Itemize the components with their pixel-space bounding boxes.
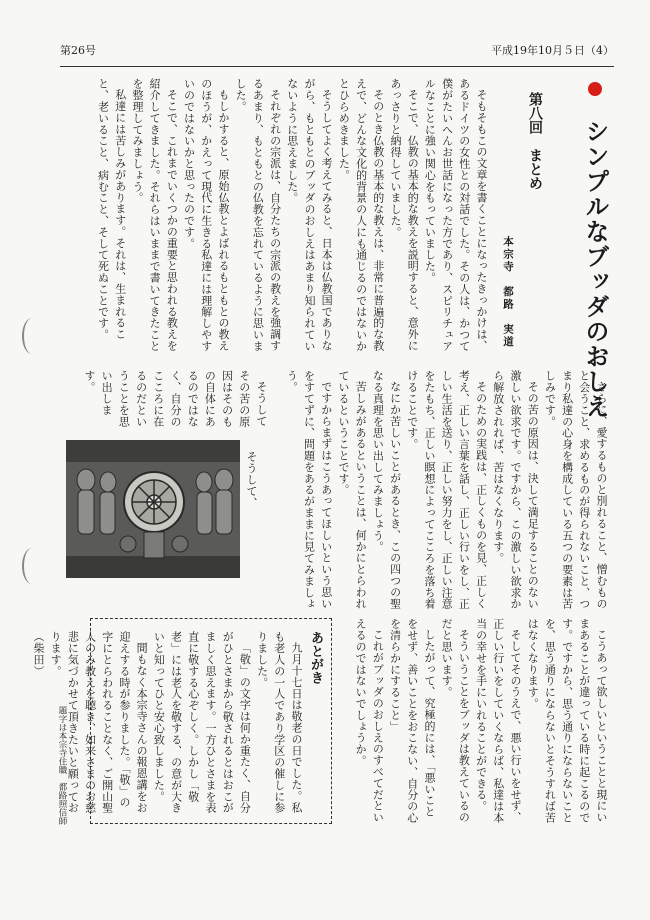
bottom-body-text	[352, 618, 610, 828]
paragraph: 私達には苦しみがあります。それは、生まれること、老いること、病むこと、そして死ぬことです。	[96, 78, 127, 341]
paragraph: そこで、仏教の基本的な教えを説明すると、意外にあっさりと納得していました。	[388, 78, 420, 352]
afterword-title: あとがき	[308, 631, 323, 685]
title-calligraphy-credit: 題字は本宗寺住職 都路照信師	[57, 706, 67, 825]
paragraph: それぞれの宗派は、自分たちの宗派の教えを強調するあまり、もともとの仏教を忘れているように思いました。	[234, 78, 282, 352]
paragraph: これがブッダのおしえのすべてだといえるのではないでしょうか。	[354, 618, 385, 823]
paragraph: ですからまずはこうあってほしいという思いをすてずに、問題をあるがままに見てみましょう。	[285, 370, 333, 610]
paragraph: 間もなく本宗寺さんの報恩講をお迎えする時が参りました。「敬」の字にとらわれることなく、ご開山聖人のみ教えを聴き、如来さまのお慈悲に気づかせて頂きたいと願っております。	[49, 631, 149, 814]
paragraph: そこで、これまでいくつかの重要と思われる教えを紹介してきました。それらはいままで書いてきたことを整理してみましょう。	[130, 78, 179, 352]
dharma-wheel-relief-image	[66, 440, 240, 578]
paragraph: そのための実践は、正しくものを見、正しく考え、正しい言葉を話し、正しい行いをし、正しい生活を送り、正しい努力をし、正しい注意をたもち、正しい瞑想によってこころを落ち着けることです。	[405, 370, 488, 610]
upper-body-text	[94, 78, 490, 358]
lower-left-text	[81, 370, 270, 434]
paragraph: 苦しみがあるということは、何かにとらわれているということです。	[336, 370, 368, 609]
paragraph: その苦の原因は、決して満足することのない激しい欲求です。ですから、この激しい欲求から解放されれば、苦はなくなります。	[491, 370, 540, 610]
header-rule	[60, 66, 614, 67]
title-text: シンプルなブッダのおしえ	[581, 119, 609, 419]
afterword-content	[30, 631, 325, 815]
page-header	[60, 36, 614, 62]
paragraph: そもそもこの文章を書くことになったきっかけは、あるドイツの女性との対話でした。その人は、かつて僕がたいへんお世話になった方であり、スピリチュアルなことに強い関心をもっていました。	[423, 78, 488, 352]
afterword-signature: （柴田）	[31, 631, 45, 677]
punch-hole-mark	[22, 318, 42, 354]
paragraph: さらに、愛するものと別れること、憎むものと会うこと、求めるものが得られないこと、つまり私達の心身を構成している五つの要素は苦しみです。	[543, 370, 608, 610]
paragraph: そうしてその苦の原因はそのもの自体にあるのではなく、自分のこころに在るのだということを思い出します。	[82, 370, 268, 427]
article-subtitle: 第八回 まとめ	[527, 92, 543, 190]
article-author: 本宗寺 都路 実道	[502, 236, 514, 349]
paragraph: そのとき仏教の基本的な教えは、非常に普遍的な教えで、どんな文化的背景の人にも通じるのではないかとひらめきました。	[337, 78, 385, 352]
issue-date: 平成19年10月５日（4）	[491, 44, 614, 57]
punch-hole-mark	[22, 548, 42, 584]
paragraph: そうしてよく考えてみると、日本は仏教国でありながら、もともとのブッダのおしえはあまり知られていないように思えました。	[285, 78, 334, 352]
paragraph: そうして、	[245, 451, 258, 508]
paragraph: そういうことをブッダは教えているのだと思います。	[440, 618, 471, 823]
paragraph: そしてそのうえで、悪い行いをせず、正しい行いをしていくならば、私達は本当の幸せを手にいれることができる。	[474, 618, 522, 824]
paragraph: 「敬」の文字は何か重たく、自分がひとさまから敬されるとはおこがましく思えます。一方ひとさまを表直に敬する心ぞしく。しかし「敬老」には老人を敬する、の意が大きいと知ってひと安心致しました。	[152, 631, 252, 814]
paragraph: 九月十七日は敬老の日でした。私も老人の一人であり学区の催しに参りました。	[255, 631, 303, 814]
dharma-wheel-icon	[124, 472, 184, 532]
lower-body-text	[283, 370, 610, 610]
paragraph: したがって、究極的には、「悪いことをせず、善いことをおこない、自分の心を清らかにすること」	[388, 618, 436, 824]
paragraph: こうあって欲しいということと現にいまあることが違っている時に起こるのです。ですから、思う通りにならないことを、思う通りにならないとそうすれば苦はなくなります。	[526, 618, 608, 824]
red-bullet-icon	[588, 82, 602, 96]
issue-number: 第26号	[60, 44, 96, 57]
relief-illustration	[66, 440, 240, 578]
paragraph: もしかすると、原始仏教とよばれるもともとの教えのほうが、かえって現代に生きる私達には理解しやすいのではないかと思ったのです。	[182, 78, 230, 352]
paragraph: なにか苦しいことがあるとき、この四つの聖なる真理を思い出してみましょう。	[371, 370, 402, 609]
